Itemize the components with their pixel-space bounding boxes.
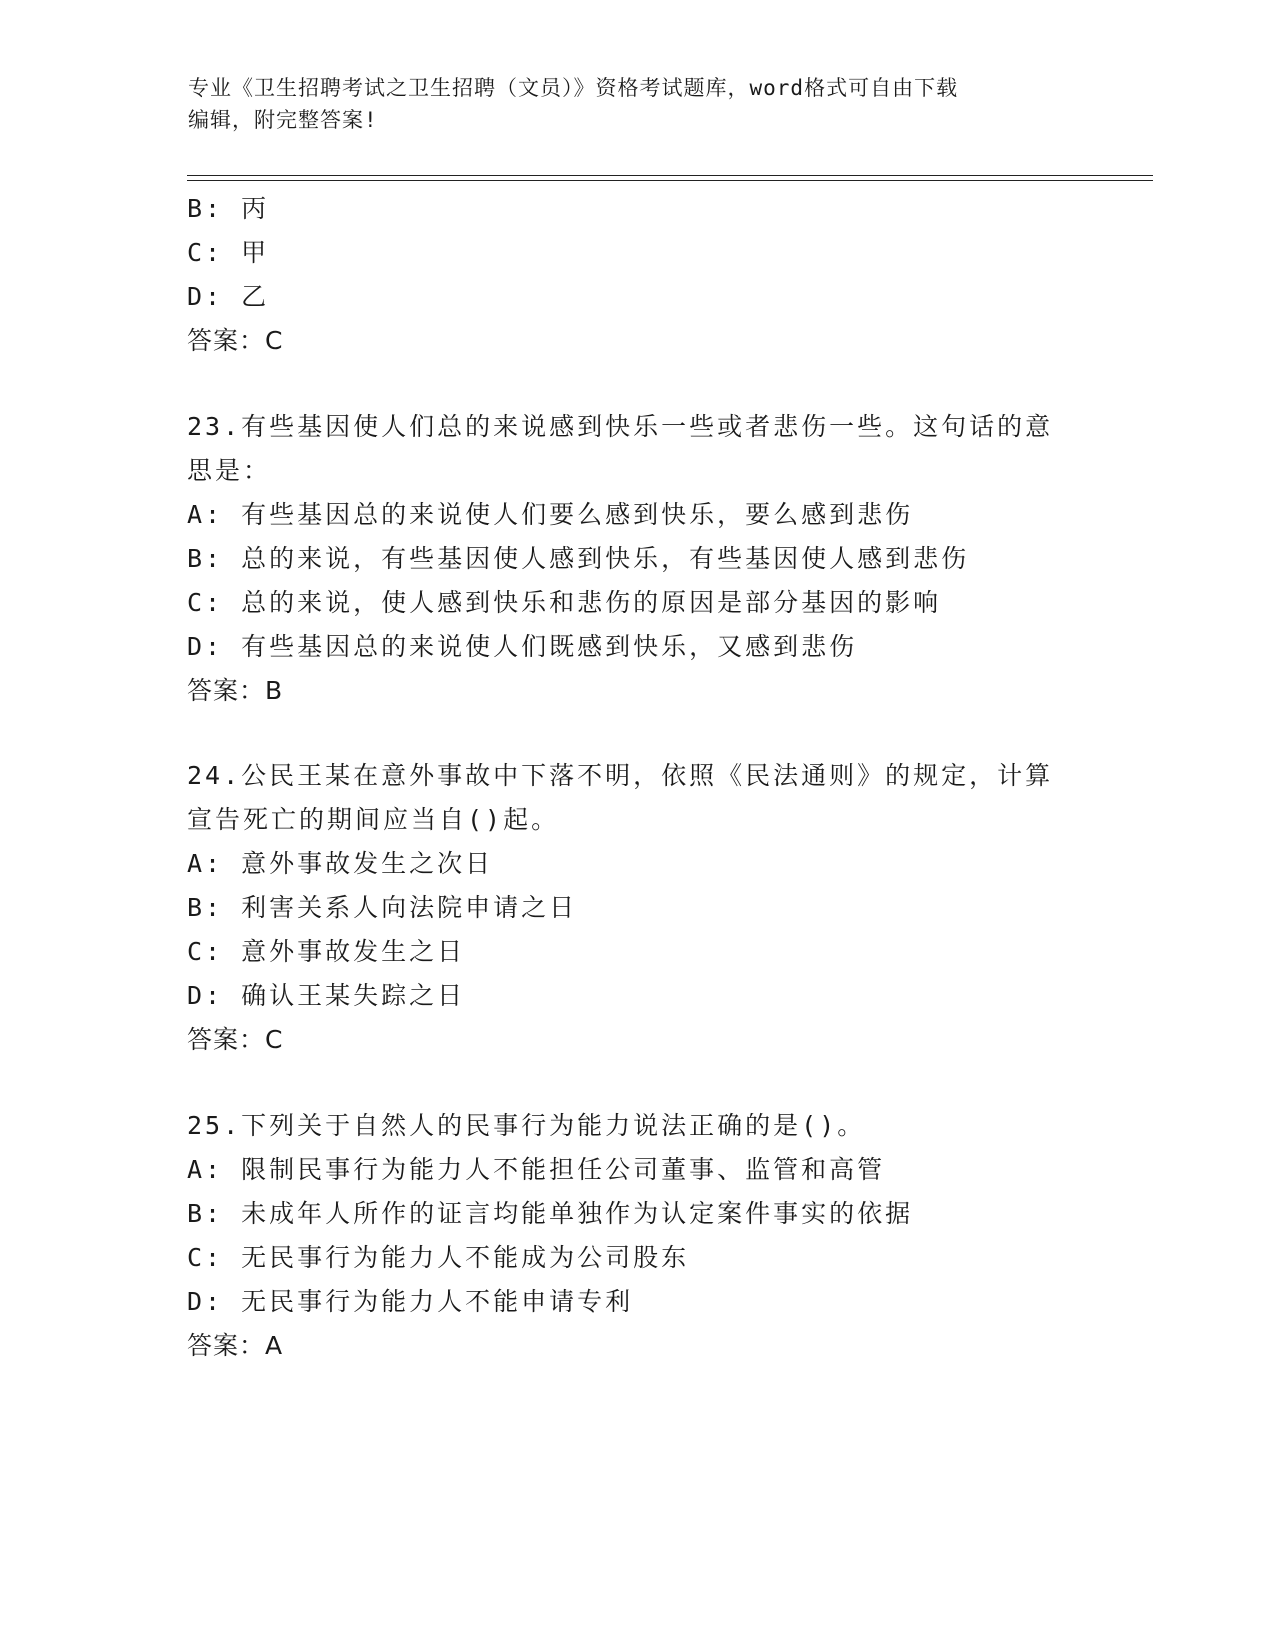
option-a: A: 限制民事行为能力人不能担任公司董事、监管和高管	[187, 1155, 886, 1184]
option-d: D: 乙	[187, 282, 270, 311]
document-header	[188, 72, 1088, 136]
option-b: B: 未成年人所作的证言均能单独作为认定案件事实的依据	[187, 1199, 914, 1228]
answer: 答案：A	[187, 1331, 284, 1360]
answer: 答案：B	[187, 676, 284, 705]
option-a: A: 有些基因总的来说使人们要么感到快乐，要么感到悲伤	[187, 500, 914, 529]
answer: 答案：C	[187, 1025, 284, 1054]
option-a: A: 意外事故发生之次日	[187, 849, 494, 878]
header-divider-top	[187, 175, 1153, 176]
option-d: D: 确认王某失踪之日	[187, 981, 466, 1010]
option-c: C: 甲	[187, 238, 270, 267]
question-stem-continued: 宣告死亡的期间应当自()起。	[187, 805, 560, 834]
question-stem-continued: 思是：	[187, 456, 272, 485]
option-b: B: 利害关系人向法院申请之日	[187, 893, 578, 922]
option-b: B: 丙	[187, 194, 270, 223]
option-b: B: 总的来说，有些基因使人感到快乐，有些基因使人感到悲伤	[187, 544, 970, 573]
option-d: D: 无民事行为能力人不能申请专利	[187, 1287, 634, 1316]
answer: 答案：C	[187, 326, 284, 355]
header-line-2: 编辑，附完整答案!	[188, 108, 378, 132]
header-line-1: 专业《卫生招聘考试之卫生招聘（文员）》资格考试题库，word格式可自由下载	[188, 76, 959, 100]
option-c: C: 无民事行为能力人不能成为公司股东	[187, 1243, 690, 1272]
option-c: C: 意外事故发生之日	[187, 937, 466, 966]
question-stem: 23.有些基因使人们总的来说感到快乐一些或者悲伤一些。这句话的意	[187, 412, 1054, 441]
option-d: D: 有些基因总的来说使人们既感到快乐，又感到悲伤	[187, 632, 858, 661]
question-stem: 25.下列关于自然人的民事行为能力说法正确的是()。	[187, 1111, 866, 1140]
option-c: C: 总的来说，使人感到快乐和悲伤的原因是部分基因的影响	[187, 588, 942, 617]
header-divider-bottom	[187, 180, 1153, 181]
question-stem: 24.公民王某在意外事故中下落不明，依照《民法通则》的规定，计算	[187, 761, 1054, 790]
